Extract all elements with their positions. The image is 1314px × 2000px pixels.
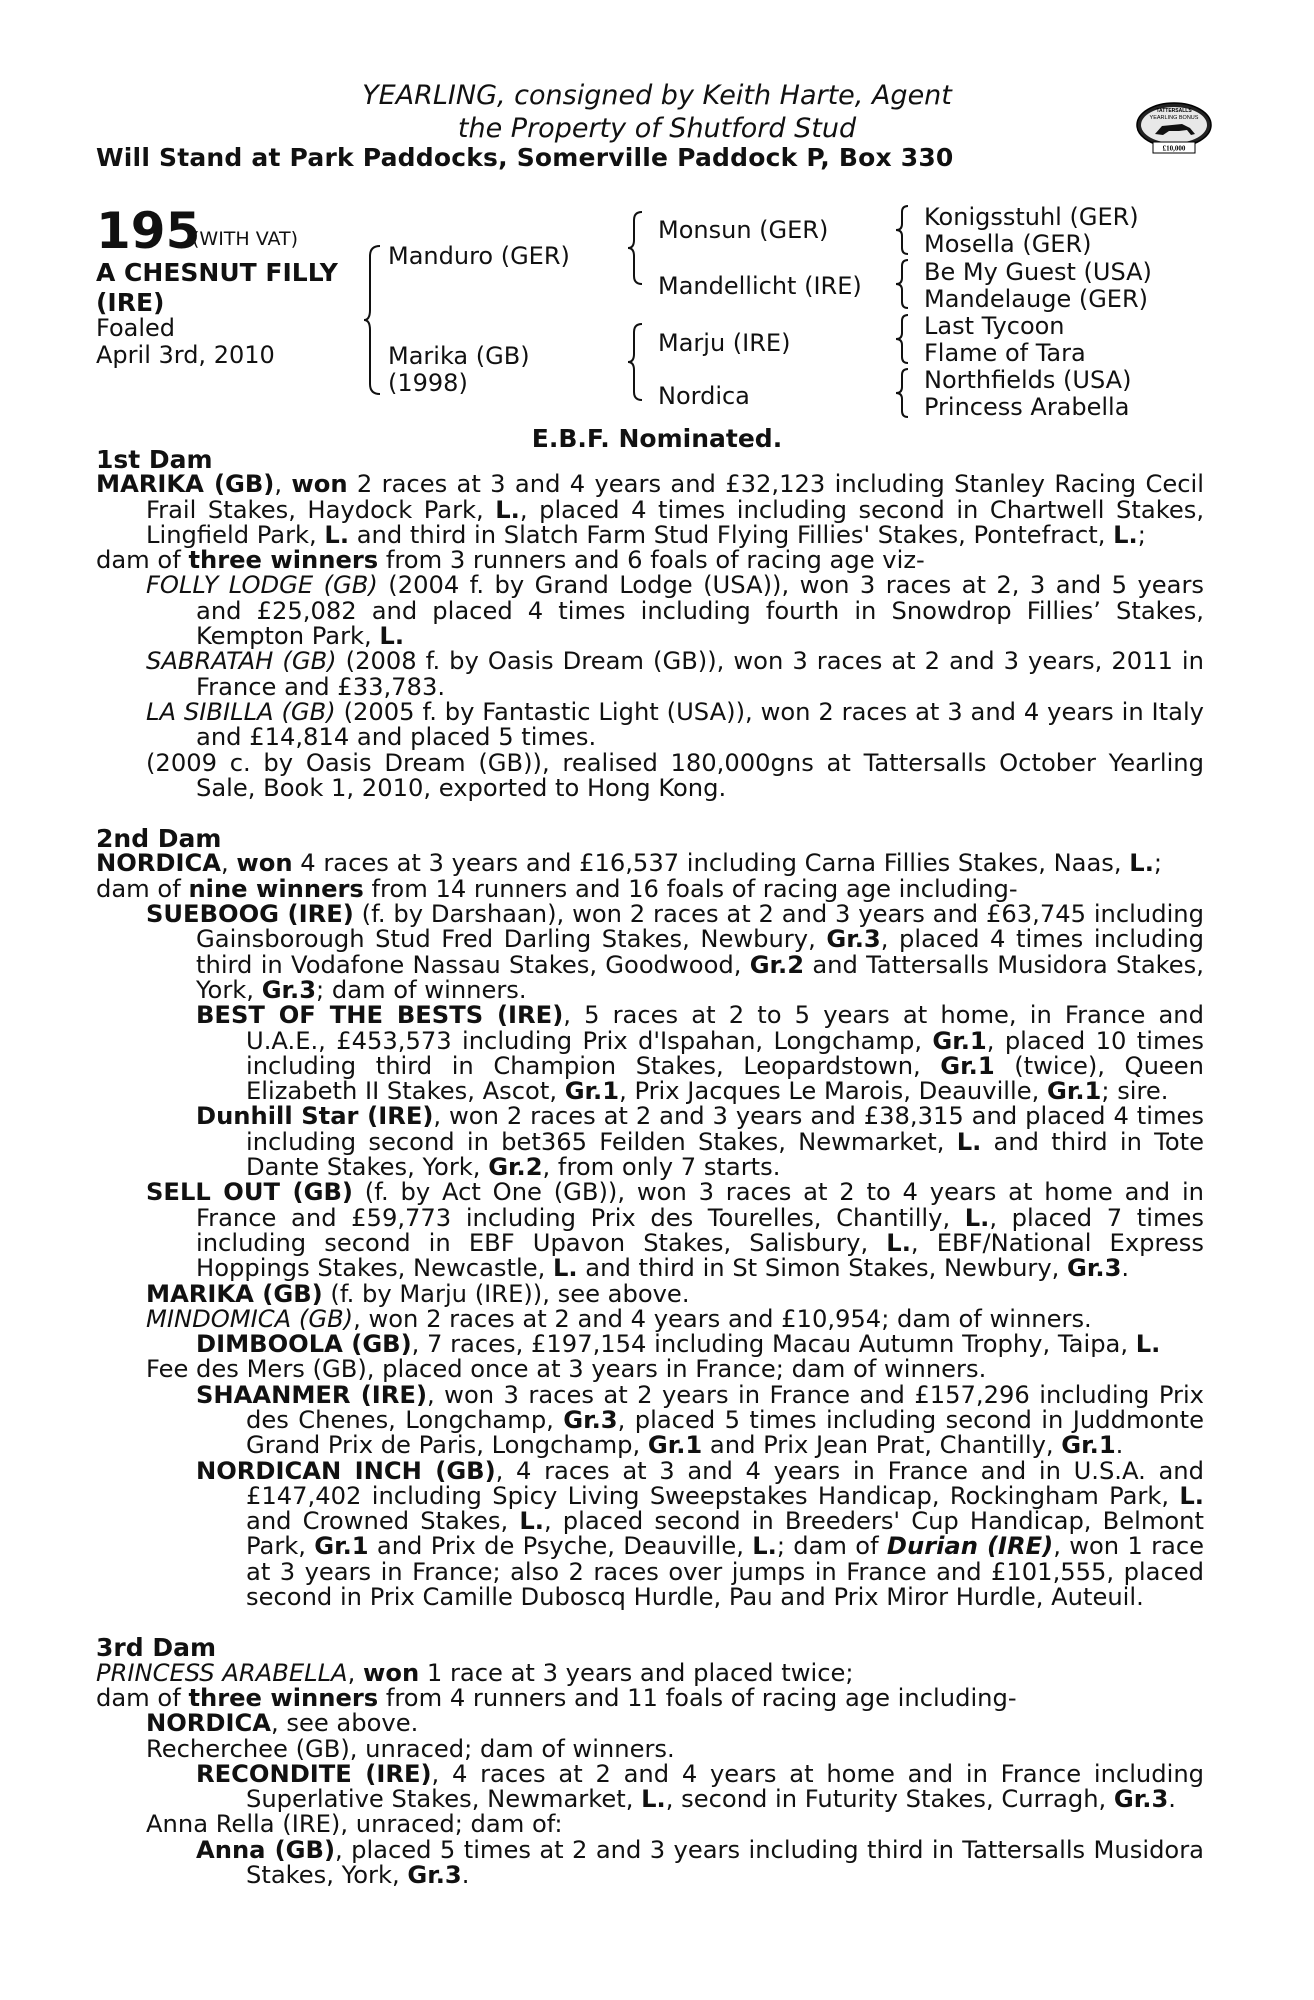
- badge-top-text: TATTERSALLS: [1156, 108, 1192, 114]
- produce-entry: MINDOMICA (GB), won 2 races at 2 and 4 years and £10,954; dam of winners.: [146, 1304, 1092, 1333]
- third-dam-produce-summary: dam of three winners from 4 runners and 11 foals of racing age including-: [96, 1683, 1017, 1712]
- produce-entry: SUEBOOG (IRE) (f. by Darshaan), won 2 races at 2 and 3 years and £63,745 including Gainsborough Stud Fred Darling Stakes, Newbury, Gr.3, placed 4 times including third in Vodafone Nassau Stakes, Goodwood, Gr.2 and Tattersalls Musidora Stakes, York, Gr.3; dam of winners.: [146, 900, 1204, 1004]
- pedigree-g2: Mosella (GER): [924, 230, 1092, 258]
- produce-entry: Dunhill Star (IRE), won 2 races at 2 and 3 years and £38,315 and placed 4 times including second in bet365 Feilden Stakes, Newmarket, L. and third in Tote Dante Stakes, York, Gr.2, from only 7 starts.: [196, 1102, 1204, 1182]
- pedigree-sire-sire: Monsun (GER): [658, 216, 829, 244]
- pedigree-dam-year: (1998): [388, 369, 468, 397]
- foaled-label: Foaled: [96, 314, 176, 342]
- produce-entry: SELL OUT (GB) (f. by Act One (GB)), won 3 races at 2 to 4 years at home and in France and £59,773 including Prix des Tourelles, Chantilly, L., placed 7 times including second in EBF Upavon Stakes, Salisbury, L., EBF/National Express Hoppings Stakes, Newcastle, L. and third in St Simon Stakes, Newbury, Gr.3.: [146, 1178, 1205, 1283]
- badge-bottom-text: £10,000: [1162, 144, 1186, 153]
- produce-entry: SHAANMER (IRE), won 3 races at 2 years in France and £157,296 including Prix des Chenes, Longchamp, Gr.3, placed 5 times including second in Juddmonte Grand Prix de Paris, Longchamp, Gr.1 and Prix Jean Prat, Chantilly, Gr.1.: [196, 1380, 1205, 1460]
- header-consignor-line: YEARLING, consigned by Keith Harte, Agent: [362, 80, 952, 111]
- pedigree-g4: Mandelauge (GER): [924, 285, 1149, 313]
- third-dam-record: PRINCESS ARABELLA, won 1 race at 3 years and placed twice;: [96, 1658, 854, 1687]
- ebf-nominated: E.B.F. Nominated.: [531, 424, 783, 453]
- pedigree-g5: Last Tycoon: [924, 312, 1065, 340]
- pedigree-dam-sire: Marju (IRE): [658, 329, 791, 357]
- pedigree-brace-g4: [896, 367, 912, 419]
- pedigree-brace-g3: [896, 313, 912, 365]
- stand-location: Will Stand at Park Paddocks, Somerville Paddock P, Box 330: [96, 143, 954, 172]
- produce-entry: MARIKA (GB) (f. by Marju (IRE)), see above.: [146, 1279, 690, 1308]
- second-dam-produce-summary: dam of nine winners from 14 runners and 16 foals of racing age including-: [96, 874, 1018, 903]
- produce-entry: NORDICA, see above.: [146, 1709, 419, 1738]
- produce-entry: Anna (GB), placed 5 times at 2 and 3 years including third in Tattersalls Musidora Stakes, York, Gr.3.: [196, 1835, 1204, 1890]
- produce-entry: Recherchee (GB), unraced; dam of winners.: [146, 1734, 675, 1763]
- catalogue-body: [96, 447, 1204, 1888]
- pedigree-g6: Flame of Tara: [924, 339, 1086, 367]
- pedigree-g1: Konigsstuhl (GER): [924, 203, 1139, 231]
- third-dam-heading: 3rd Dam: [96, 1633, 216, 1663]
- header-property-line: the Property of Shutford Stud: [457, 113, 857, 144]
- pedigree-dam: Marika (GB): [388, 342, 530, 370]
- yearling-bonus-badge: [1135, 98, 1213, 156]
- pedigree-g7: Northfields (USA): [924, 366, 1132, 394]
- vat-note: (WITH VAT): [192, 228, 299, 250]
- pedigree-brace-g1: [896, 204, 912, 256]
- horse-name: A CHESNUT FILLY (IRE): [96, 258, 338, 317]
- first-dam-runner: SABRATAH (GB) (2008 f. by Oasis Dream (GB)), won 3 races at 2 and 3 years, 2011 in France and £33,783.: [146, 647, 1204, 701]
- pedigree-g8: Princess Arabella: [924, 393, 1130, 421]
- pedigree-g3: Be My Guest (USA): [924, 258, 1152, 286]
- pedigree-brace-dam: [628, 322, 646, 402]
- second-dam-heading: 2nd Dam: [96, 824, 222, 854]
- foaled-block: [96, 315, 275, 369]
- produce-entry: Fee des Mers (GB), placed once at 3 years in France; dam of winners.: [146, 1355, 987, 1384]
- first-dam-produce-summary: dam of three winners from 3 runners and 6 foals of racing age viz-: [96, 546, 925, 575]
- first-dam-heading: 1st Dam: [96, 445, 213, 474]
- pedigree-brace-sire: [628, 210, 646, 286]
- produce-entry: NORDICAN INCH (GB), 4 races at 3 and 4 years in France and in U.S.A. and £147,402 including Spicy Living Sweepstakes Handicap, Rockingham Park, L. and Crowned Stakes, L., placed second in Breeders' Cup Handicap, Belmont Park, Gr.1 and Prix de Psyche, Deauville, L.; dam of Durian (IRE), won 1 race at 3 years in France; also 2 races over jumps in France and £101,555, placed second in Prix Camille Duboscq Hurdle, Pau and Prix Miror Hurdle, Auteuil.: [196, 1456, 1205, 1612]
- first-dam-runner: (2009 c. by Oasis Dream (GB)), realised 180,000gns at Tattersalls October Yearling Sale, Book 1, 2010, exported to Hong Kong.: [146, 748, 1204, 802]
- produce-entry: DIMBOOLA (GB), 7 races, £197,154 including Macau Autumn Trophy, Taipa, L.: [196, 1330, 1161, 1359]
- first-dam-runner: LA SIBILLA (GB) (2005 f. by Fantastic Light (USA)), won 2 races at 3 and 4 years in Italy and £14,814 and placed 5 times.: [146, 697, 1204, 752]
- pedigree-sire: Manduro (GER): [388, 242, 570, 270]
- lot-number: 195: [96, 202, 201, 260]
- pedigree-brace-g2: [896, 258, 912, 310]
- pedigree-brace-gen1: [364, 244, 384, 396]
- produce-entry: BEST OF THE BESTS (IRE), 5 races at 2 to 5 years at home, in France and U.A.E., £453,573 including Prix d'Ispahan, Longchamp, Gr.1, placed 10 times including third in Champion Stakes, Leopardstown, Gr.1 (twice), Queen Elizabeth II Stakes, Ascot, Gr.1, Prix Jacques Le Marois, Deauville, Gr.1; sire.: [196, 1001, 1204, 1106]
- produce-entry: Anna Rella (IRE), unraced; dam of:: [146, 1810, 563, 1839]
- foaled-date: April 3rd, 2010: [96, 341, 275, 369]
- first-dam-record: MARIKA (GB), won 2 races at 3 and 4 years and £32,123 including Stanley Racing Cecil Frail Stakes, Haydock Park, L., placed 4 times including second in Chartwell Stakes, Lingfield Park, L. and third in Slatch Farm Stud Flying Fillies' Stakes, Pontefract, L.;: [96, 470, 1205, 549]
- pedigree-sire-dam: Mandellicht (IRE): [658, 272, 862, 300]
- second-dam-record: NORDICA, won 4 races at 3 years and £16,537 including Carna Fillies Stakes, Naas, L.;: [96, 849, 1163, 878]
- pedigree-dam-dam: Nordica: [658, 382, 750, 410]
- badge-mid-text: YEARLING BONUS: [1149, 115, 1199, 121]
- first-dam-runner: FOLLY LODGE (GB) (2004 f. by Grand Lodge (USA)), won 3 races at 2, 3 and 5 years and £25,082 and placed 4 times including fourth in Snowdrop Fillies’ Stakes, Kempton Park, L.: [146, 571, 1205, 651]
- produce-entry: RECONDITE (IRE), 4 races at 2 and 4 years at home and in France including Superlative Stakes, Newmarket, L., second in Futurity Stakes, Curragh, Gr.3.: [196, 1759, 1204, 1814]
